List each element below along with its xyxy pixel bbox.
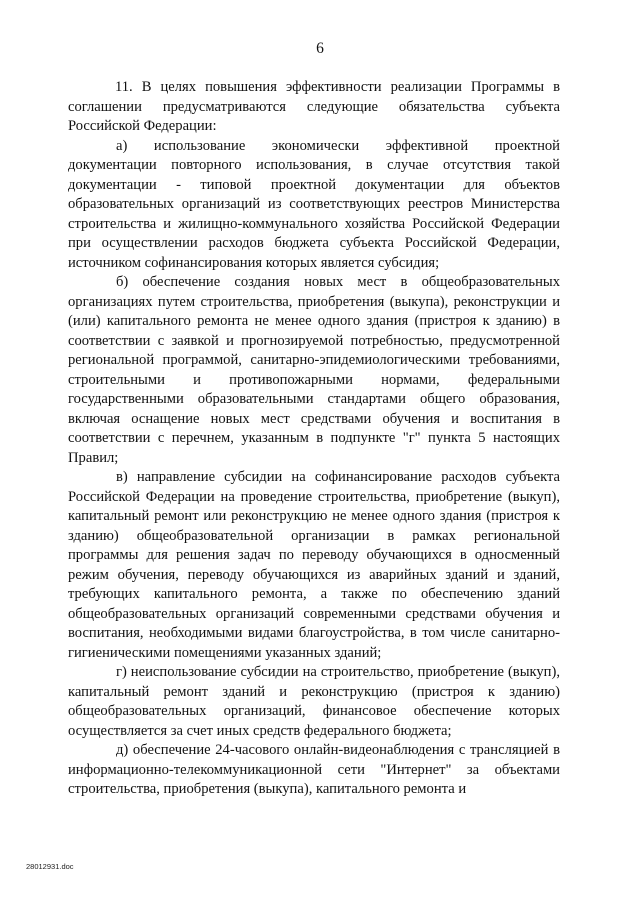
page-number: 6 bbox=[316, 40, 324, 57]
paragraph-item-b: б) обеспечение создания новых мест в общеобразовательных организациях путем строительства, приобретения (выкупа), реконструкции и (или) капитального ремонта не менее одного здания (пристроя к зданию) в соответствии с заявкой и прогнозируемой потребностью, предусмотренной региональной программой, санитарно-эпидемиологическими требованиями, строительными и противопожарными нормами, федеральными государственными образовательными стандартами общего образования, включая оснащение новых мест средствами обучения и воспитания в соответствии с перечнем, указанным в подпункте "г" пункта 5 настоящих Правил; bbox=[68, 274, 560, 466]
document-body bbox=[68, 78, 560, 800]
paragraph-item-a: а) использование экономически эффективной проектной документации повторного использования, в случае отсутствия такой документации - типовой проектной документации для объектов образовательных организаций из соответствующих реестров Министерства строительства и жилищно-коммунального хозяйства Российской Федерации при осуществлении расходов бюджета субъекта Российской Федерации, источником софинансирования которых является субсидия; bbox=[68, 137, 560, 271]
paragraph-item-d: д) обеспечение 24-часового онлайн-видеонаблюдения с трансляцией в информационно-телекоммуникационной сети "Интернет" за объектами строительства, приобретения (выкупа), капитального ремонта и bbox=[68, 742, 560, 797]
paragraph-item-v: в) направление субсидии на софинансирование расходов субъекта Российской Федерации на проведение строительства, приобретение (выкуп), капитальный ремонт или реконструкцию не менее одного здания (пристроя к зданию) общеобразовательной организации в рамках региональной программы для решения задач по переводу обучающихся в односменный режим обучения, переводу обучающихся из аварийных зданий и зданий, требующих капитального ремонта, а также по обеспечению зданий общеобразовательных организаций современными средствами обучения и воспитания, необходимыми видами благоустройства, в том числе санитарно-гигиеническими помещениями указанных зданий; bbox=[68, 469, 560, 661]
footer-file-code: 28012931.doc bbox=[26, 862, 74, 871]
paragraph-11-intro: 11. В целях повышения эффективности реализации Программы в соглашении предусматриваются следующие обязательства субъекта Российской Федерации: bbox=[68, 79, 560, 134]
paragraph-item-g: г) неиспользование субсидии на строительство, приобретение (выкуп), капитальный ремонт зданий и реконструкцию (пристроя к зданию) общеобразовательных организаций, финансовое обеспечение которых осуществляется за счет иных средств федерального бюджета; bbox=[68, 664, 560, 739]
